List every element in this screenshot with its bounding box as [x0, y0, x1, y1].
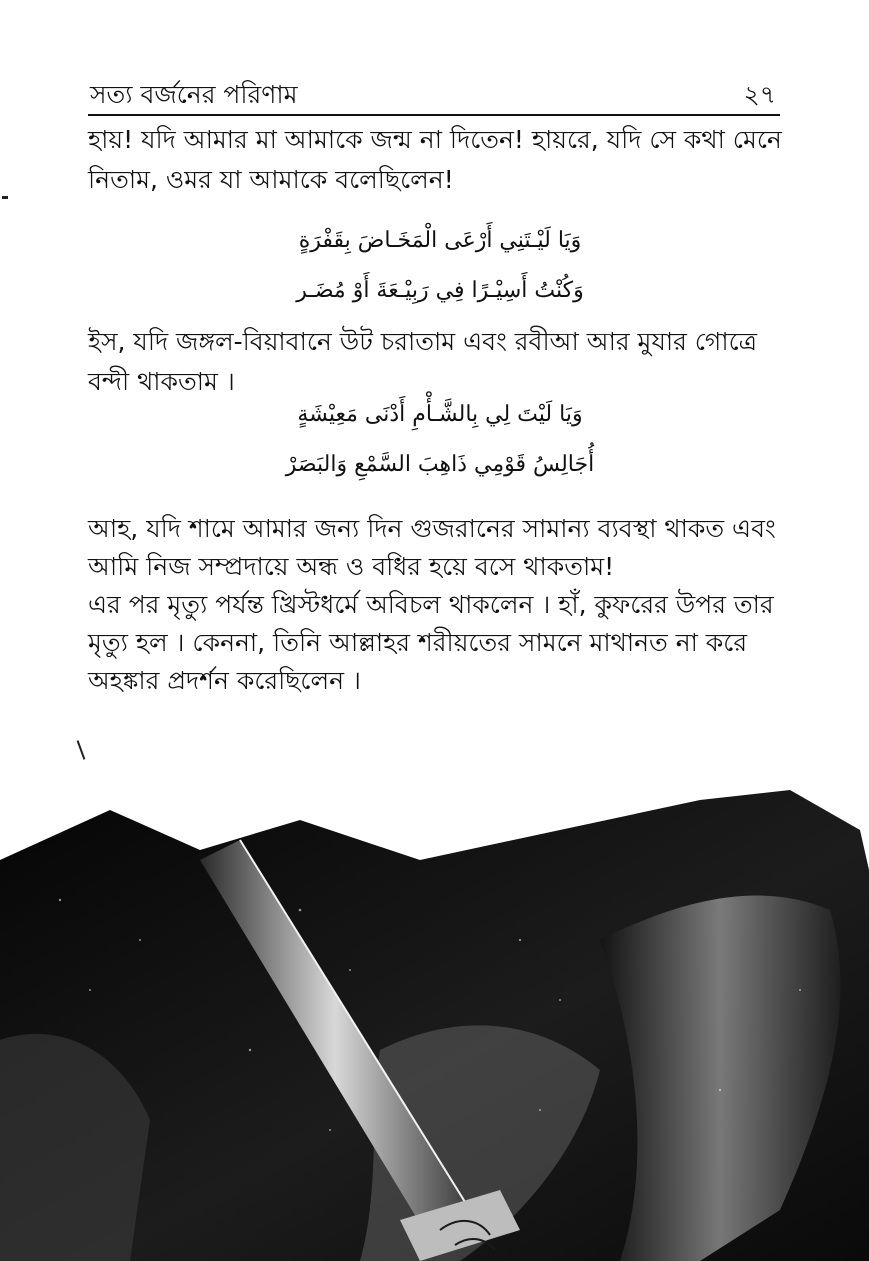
print-speck [2, 196, 8, 199]
arabic-verse-line: وَكُنْتُ أَسِيْـرًا فِي رَبِيْـعَةَ أَوْ مُضَـر [296, 278, 584, 303]
sword-and-cloth-illustration [0, 790, 869, 1261]
paragraph-1: হায়! যদি আমার মা আমাকে জন্ম না দিতেন! হায়রে, যদি সে কথা মেনে নিতাম, ওমর যা আমাকে বলেছিলেন! [88, 125, 782, 194]
paragraph-3: আহ, যদি শামে আমার জন্য দিন গুজরানের সামান্য ব্যবস্থা থাকত এবং আমি নিজ সম্প্রদায়ে অন্ধ ও বধির হয়ে বসে থাকতাম! [88, 514, 776, 581]
arabic-verse-line: وَيَا لَيْتَ لِي بِالشَّـأْمِ أَدْنَى مَعِيْشَةٍ [297, 402, 583, 427]
arabic-verse-line: أُجَالِسُ قَوْمِي ذَاهِبَ السَّمْعِ وَالبَصَرْ [285, 452, 595, 477]
paragraph-2: ইস, যদি জঙ্গল-বিয়াবানে উট চরাতাম এবং রবীআ আর মুযার গোত্রে বন্দী থাকতাম । [88, 327, 757, 396]
page-header [88, 74, 780, 116]
running-title: সত্য বর্জনের পরিণাম [90, 80, 298, 109]
page-number: ২৭ [743, 80, 776, 109]
paragraph-4: এর পর মৃত্যু পর্যন্ত খ্রিস্টধর্মে অবিচল থাকলেন । হাঁ, কুফরের উপর তার মৃত্যু হল । কেননা, তিনি আল্লাহর শরীয়তের সামনে মাথানত না করে অহঙ্কার প্রদর্শন করেছিলেন । [88, 590, 774, 695]
arabic-verse-line: وَيَا لَيْـتَنِي أَرْعَى الْمَخَـاضَ بِقَفْرَةٍ [298, 228, 582, 253]
print-speck [77, 740, 86, 759]
